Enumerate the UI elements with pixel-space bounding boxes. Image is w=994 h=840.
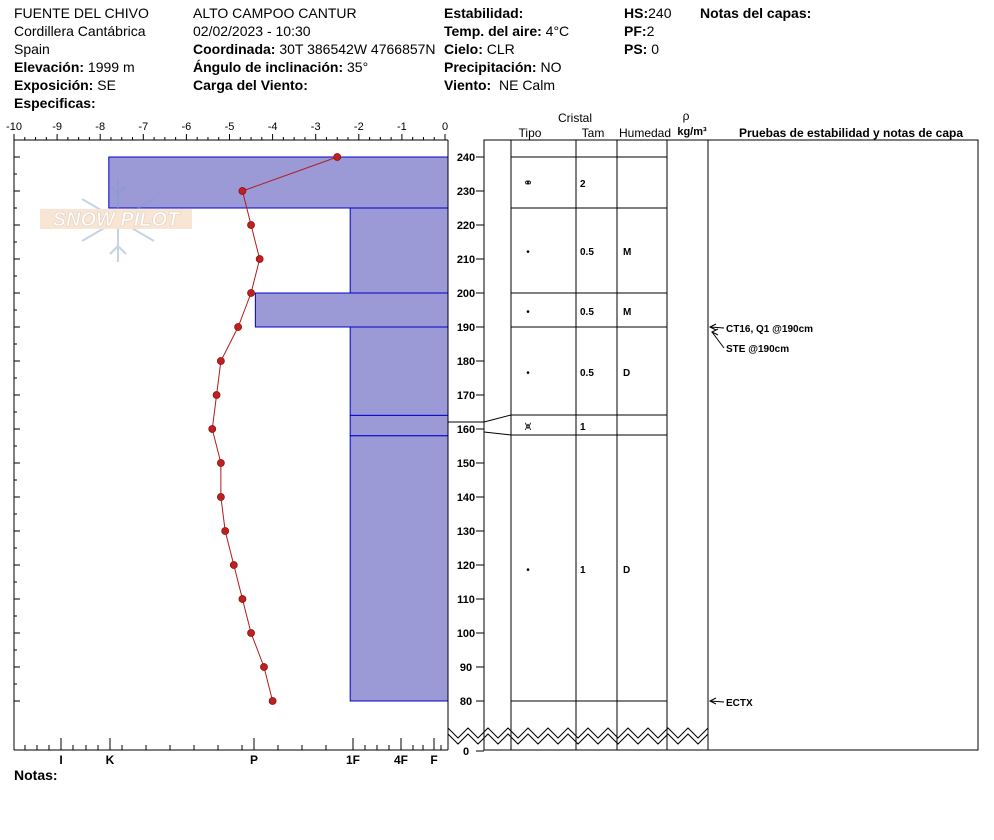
hardness-bar-1 xyxy=(350,208,448,293)
height-tick-label: 120 xyxy=(456,560,476,572)
stability: Estabilidad: xyxy=(444,5,524,21)
height-tick-label: 180 xyxy=(456,356,476,368)
height-tick-label: 140 xyxy=(456,492,476,504)
hs: HS:240 xyxy=(624,5,672,21)
ps: PS: 0 xyxy=(624,41,660,57)
elevation: Elevación: 1999 m xyxy=(14,59,135,75)
temp-tick-label: -6 xyxy=(181,121,192,133)
crystal-type: ⩙ xyxy=(524,419,532,433)
notes-label: Notas: xyxy=(14,767,58,783)
temperature-point xyxy=(217,358,224,365)
hardness-tick-label: 1F xyxy=(345,753,361,767)
zigzag-break xyxy=(448,728,708,738)
temperature-point xyxy=(217,494,224,501)
height-tick-label: 0 xyxy=(462,746,470,758)
temperature-point xyxy=(248,290,255,297)
hardness-tick-label: I xyxy=(59,753,63,767)
temperature-point xyxy=(209,426,216,433)
temperature-point xyxy=(239,188,246,195)
height-tick-label: 230 xyxy=(456,186,476,198)
height-tick-label: 130 xyxy=(456,526,476,538)
temp-tick-label: -9 xyxy=(52,121,62,133)
specifics: Especificas: xyxy=(14,95,96,111)
layer-notes-label: Notas del capas: xyxy=(700,5,812,21)
density-symbol: ρ xyxy=(682,109,690,123)
site: ALTO CAMPOO CANTUR xyxy=(193,5,357,21)
airtemp: Temp. del aire: 4°C xyxy=(444,23,570,39)
crystal-type: • xyxy=(526,565,530,576)
zigzag-break xyxy=(448,734,708,744)
temperature-point xyxy=(260,664,267,671)
height-tick-label: 240 xyxy=(456,152,476,164)
crystal-type: • xyxy=(526,307,530,318)
crystal-header: Cristal xyxy=(557,111,593,125)
moisture: D xyxy=(623,368,631,379)
temp-tick-label: -5 xyxy=(224,121,235,133)
datetime: 02/02/2023 - 10:30 xyxy=(193,23,311,39)
temperature-point xyxy=(248,222,255,229)
hardness-tick-label: 4F xyxy=(393,753,409,767)
hardness-bar-2 xyxy=(255,293,448,327)
temp-tick-label: 0 xyxy=(441,121,449,133)
precip: Precipitación: NO xyxy=(444,59,562,75)
incline: Ángulo de inclinación: 35° xyxy=(193,59,369,75)
height-tick-label: 80 xyxy=(459,696,473,708)
crystal-type: ⚭ xyxy=(522,176,534,190)
crystal-size: 1 xyxy=(580,422,586,433)
coord: Coordinada: 30T 386542W 4766857N xyxy=(193,41,436,57)
logo-text: SNOW PILOT xyxy=(52,209,180,231)
crystal-size: 0.5 xyxy=(580,307,594,318)
tests-header: Pruebas de estabilidad y notas de capa xyxy=(738,126,964,140)
hardness-bar-0 xyxy=(109,157,448,208)
hardness-bar-5 xyxy=(350,436,448,701)
sky: Cielo: CLR xyxy=(444,41,515,57)
crystal-type: • xyxy=(526,247,530,258)
height-tick-label: 110 xyxy=(457,594,475,606)
temperature-point xyxy=(235,324,242,331)
temperature-point xyxy=(230,562,237,569)
aspect: Exposición: SE xyxy=(14,77,116,93)
layer-table-frame xyxy=(484,140,978,750)
wind: Viento: NE Calm xyxy=(444,77,555,93)
temperature-point xyxy=(217,460,224,467)
hardness-tick-label: F xyxy=(430,753,438,767)
temp-tick-label: -4 xyxy=(267,121,278,133)
height-tick-label: 170 xyxy=(456,390,476,402)
temperature-point xyxy=(222,528,229,535)
hardness-bar-4 xyxy=(350,415,448,435)
moisture: D xyxy=(623,565,631,576)
size-header: Tam xyxy=(581,126,605,140)
height-tick-label: 220 xyxy=(456,220,476,232)
hardness-tick-label: K xyxy=(105,753,115,767)
moisture: M xyxy=(623,307,632,318)
temp-tick-label: -8 xyxy=(95,121,106,133)
moisture-header: Humedad xyxy=(618,126,672,140)
temperature-point xyxy=(256,256,263,263)
location: FUENTE DEL CHIVO xyxy=(14,5,149,21)
temperature-point xyxy=(248,630,255,637)
height-tick-label: 210 xyxy=(456,254,476,266)
temp-tick-label: -7 xyxy=(138,121,149,133)
crystal-size: 0.5 xyxy=(580,247,594,258)
height-tick-label: 90 xyxy=(459,662,473,674)
height-tick-label: 200 xyxy=(456,288,476,300)
temp-tick-label: -2 xyxy=(353,121,364,133)
windload: Carga del Viento: xyxy=(193,77,308,93)
temp-tick-label: -10 xyxy=(6,121,22,133)
test-leader xyxy=(712,332,724,348)
temperature-line xyxy=(212,157,337,701)
hardness-bar-3 xyxy=(350,327,448,415)
height-tick-label: 160 xyxy=(456,424,476,436)
temperature-point xyxy=(269,698,276,705)
height-tick-label: 100 xyxy=(456,628,476,640)
country: Spain xyxy=(14,41,50,57)
type-header: Tipo xyxy=(518,126,542,140)
crystal-type: • xyxy=(526,368,530,379)
density-unit: kg/m³ xyxy=(677,126,707,138)
temperature-point xyxy=(334,154,341,161)
layer-map-line xyxy=(484,415,511,422)
pf: PF:2 xyxy=(624,23,655,39)
crystal-size: 0.5 xyxy=(580,368,594,379)
stability-test: ECTX xyxy=(726,698,753,709)
temperature-point xyxy=(239,596,246,603)
height-tick-label: 190 xyxy=(456,322,476,334)
height-tick-label: 150 xyxy=(456,458,476,470)
crystal-size: 1 xyxy=(580,565,586,576)
crystal-size: 2 xyxy=(580,179,586,190)
stability-test: STE @190cm xyxy=(726,344,790,355)
layer-map-line xyxy=(484,432,511,435)
temp-tick-label: -1 xyxy=(397,121,407,133)
range: Cordillera Cantábrica xyxy=(14,23,146,39)
moisture: M xyxy=(623,247,632,258)
stability-test: CT16, Q1 @190cm xyxy=(726,324,814,335)
hardness-tick-label: P xyxy=(249,753,259,767)
temp-tick-label: -3 xyxy=(310,121,321,133)
temperature-point xyxy=(213,392,220,399)
